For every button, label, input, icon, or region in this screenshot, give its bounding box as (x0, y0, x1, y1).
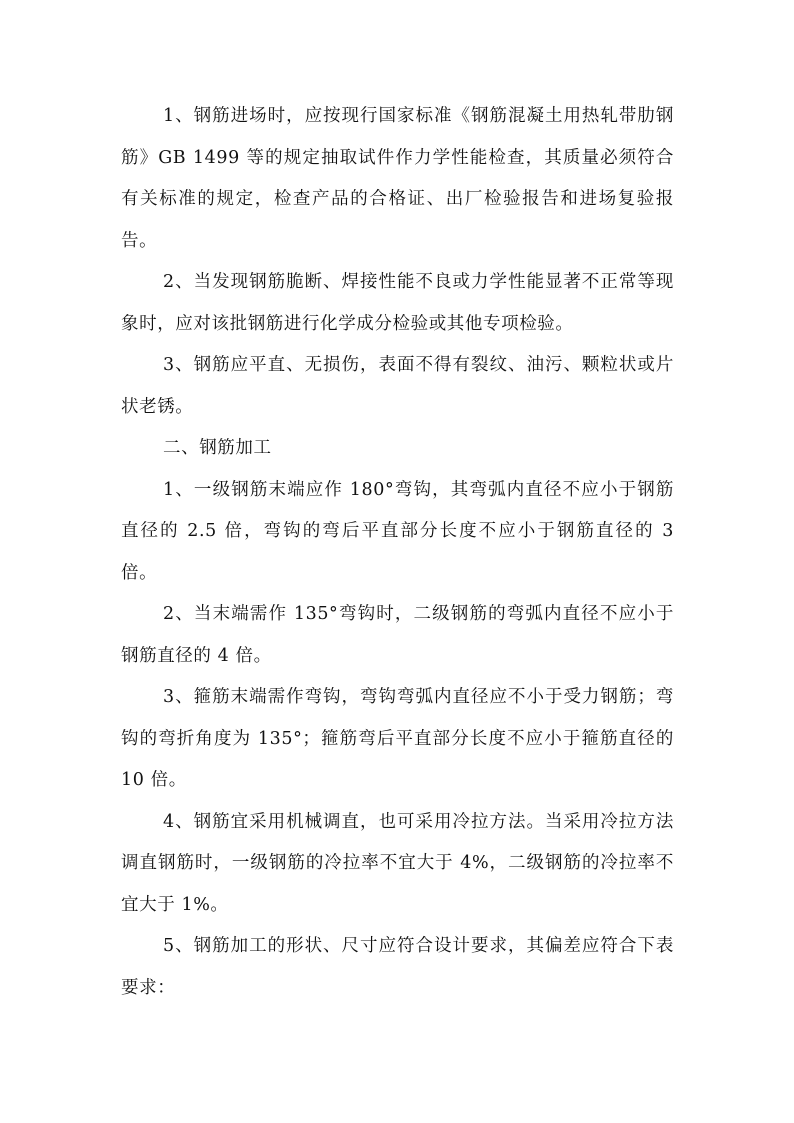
section-paragraph-2: 2、当末端需作 135°弯钩时，二级钢筋的弯弧内直径不应小于钢筋直径的 4 倍。 (121, 604, 674, 666)
paragraph-1: 1、钢筋进场时，应按现行国家标准《钢筋混凝土用热轧带肋钢筋》GB 1499 等的规定抽取试件作力学性能检查，其质量必须符合有关标准的规定，检查产品的合格证、出厂检验报告和进场复验报告。 (121, 106, 674, 251)
section-paragraph-1: 1、一级钢筋末端应作 180°弯钩，其弯弧内直径不应小于钢筋直径的 2.5 倍，弯钩的弯后平直部分长度不应小于钢筋直径的 3 倍。 (121, 479, 674, 583)
section-paragraph-4: 4、钢筋宜采用机械调直，也可采用冷拉方法。当采用冷拉方法调直钢筋时，一级钢筋的冷拉率不宜大于 4%，二级钢筋的冷拉率不宜大于 1%。 (121, 811, 674, 915)
paragraph-2: 2、当发现钢筋脆断、焊接性能不良或力学性能显著不正常等现象时，应对该批钢筋进行化学成分检验或其他专项检验。 (121, 272, 674, 334)
section-paragraph-5: 5、钢筋加工的形状、尺寸应符合设计要求，其偏差应符合下表要求： (121, 936, 674, 998)
section-paragraph-3: 3、箍筋末端需作弯钩，弯钩弯弧内直径应不小于受力钢筋；弯钩的弯折角度为 135°；箍筋弯后平直部分长度不应小于箍筋直径的 10 倍。 (121, 687, 674, 790)
paragraph-3: 3、钢筋应平直、无损伤，表面不得有裂纹、油污、颗粒状或片状老锈。 (121, 355, 674, 417)
section-heading: 二、钢筋加工 (163, 438, 272, 458)
document-body (121, 96, 674, 1009)
